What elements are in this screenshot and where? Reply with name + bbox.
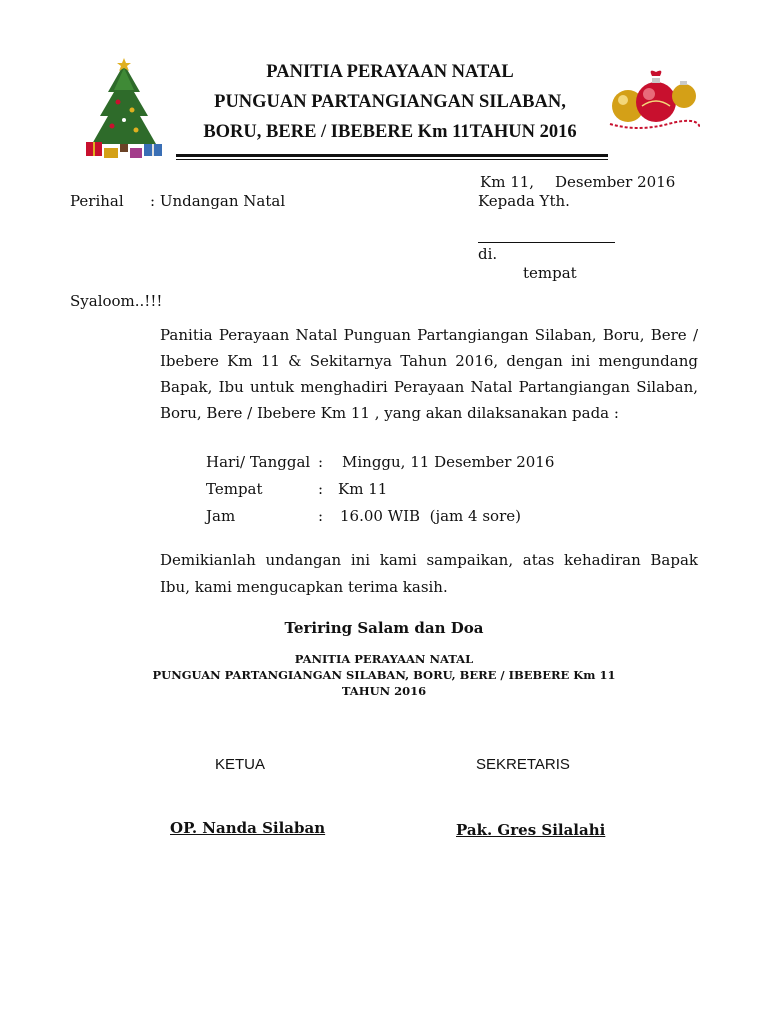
recipient-blank-line xyxy=(478,242,615,243)
recipient-di: di. xyxy=(478,245,498,263)
footer-org-year: TAHUN 2016 xyxy=(341,684,427,698)
header-rule-thick xyxy=(176,154,608,157)
header-subtitle-2: BORU, BERE / IBEBERE Km 11TAHUN 2016 xyxy=(203,122,577,142)
footer-org-subtitle: PUNGUAN PARTANGIANGAN SILABAN, BORU, BERE / IBEBERE Km 11 xyxy=(152,668,616,682)
closing-paragraph: Demikianlah undangan ini kami sampaikan, atas kehadiran Bapak Ibu, kami mengucapkan terima kasih. xyxy=(160,551,698,596)
christmas-ornaments-icon xyxy=(608,66,700,136)
signature-left-name: OP. Nanda Silaban xyxy=(170,819,326,837)
greeting: Syaloom..!!! xyxy=(70,292,163,310)
subject-value: : Undangan Natal xyxy=(150,192,286,210)
date-place: Km 11, xyxy=(480,173,535,191)
recipient-to: Kepada Yth. xyxy=(478,192,570,210)
date-value: Desember 2016 xyxy=(555,173,676,191)
signature-right-name: Pak. Gres Silalahi xyxy=(456,821,606,839)
recipient-tempat: tempat xyxy=(523,264,577,282)
header-subtitle: PUNGUAN PARTANGIANGAN SILABAN, xyxy=(214,92,566,112)
detail-value-date: Minggu, 11 Desember 2016 xyxy=(342,453,555,471)
subject-label: Perihal xyxy=(70,192,124,210)
detail-colon: : xyxy=(318,453,324,471)
detail-label-date: Hari/ Tanggal xyxy=(206,453,311,471)
detail-value-time: 16.00 WIB (jam 4 sore) xyxy=(340,507,521,525)
detail-label-time: Jam xyxy=(206,507,236,525)
footer-org-title: PANITIA PERAYAAN NATAL xyxy=(294,652,474,666)
header-rule-thin xyxy=(176,159,608,160)
signature-right-title: SEKRETARIS xyxy=(476,756,570,773)
closing-greeting: Teriring Salam dan Doa xyxy=(284,619,484,637)
signature-left-title: KETUA xyxy=(215,756,266,773)
header-title: PANITIA PERAYAAN NATAL xyxy=(266,62,514,82)
christmas-tree-icon xyxy=(78,58,170,162)
detail-colon: : xyxy=(318,480,324,498)
detail-label-place: Tempat xyxy=(206,480,263,498)
invitation-paragraph: Panitia Perayaan Natal Punguan Partangiangan Silaban, Boru, Bere / Ibebere Km 11 & Sekitarnya Tahun 2016, dengan ini mengundang Bapak, Ibu untuk menghadiri Perayaan Natal Partangiangan Silaban, Boru, Bere / Ibebere Km 11 , yang akan dilaksanakan pada : xyxy=(160,326,698,422)
detail-colon: : xyxy=(318,507,324,525)
detail-value-place: Km 11 xyxy=(338,480,388,498)
